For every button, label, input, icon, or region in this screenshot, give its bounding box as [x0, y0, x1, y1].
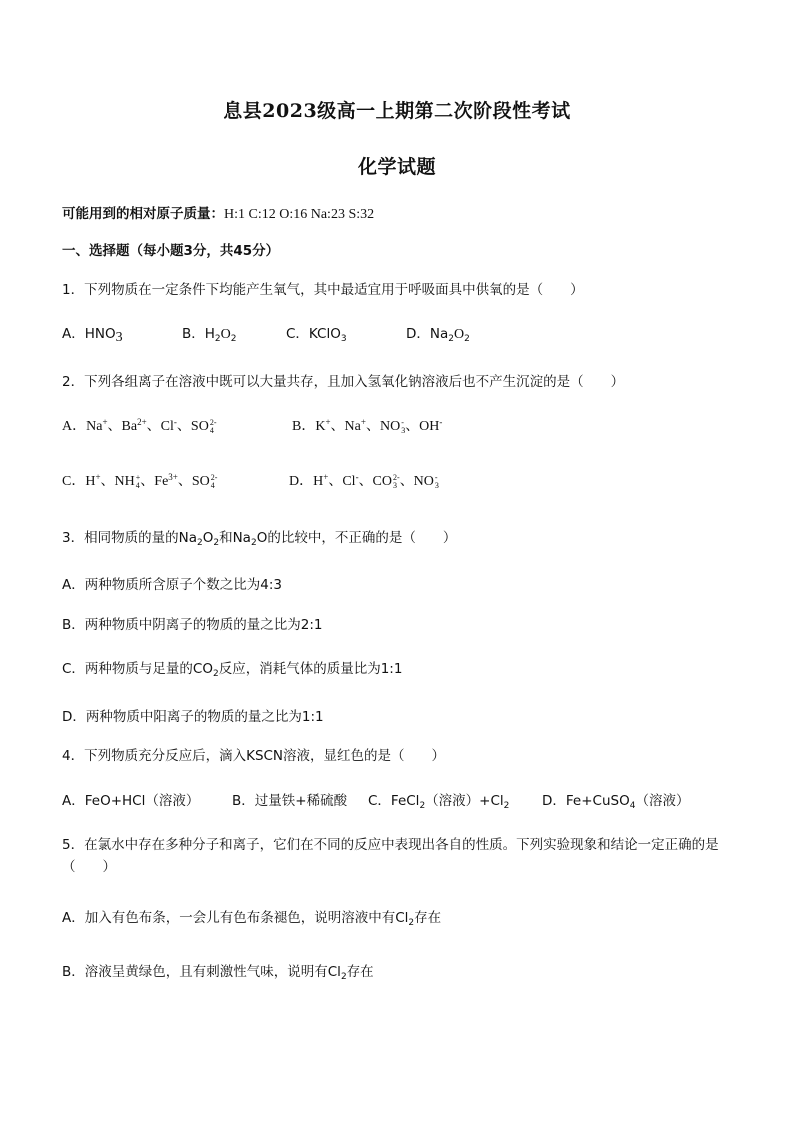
question-4-option-d: D．Fe+CuSO$_4$（溶液）	[542, 793, 690, 811]
question-3-option-c: C．两种物质与足量的$CO_2$反应，消耗气体的质量比为1:1	[62, 661, 403, 679]
atomic-mass-values: H:1 C:12 O:16 Na:23 S:32	[224, 207, 375, 222]
question-5-option-a: A．加入有色布条，一会儿有色布条褪色，说明溶液中有$Cl_2$存在	[62, 910, 442, 928]
question-4-stem: 4．下列物质充分反应后，滴入KSCN溶液，显红色的是（ ）	[62, 748, 446, 764]
question-3-stem: 3．相同物质的量的$Na_2O_2$和$Na_2O$的比较中，不正确的是（ ）	[62, 530, 457, 548]
exam-subtitle: 化学试题	[357, 156, 436, 178]
question-2-option-d: D．H+、Cl-、CO 2- 3 、NO - 3	[289, 472, 439, 490]
question-1-option-d: D．$Na_2O_2$	[406, 326, 470, 344]
exam-title: 息县2023级高一上期第二次阶段性考试	[223, 100, 571, 122]
question-1-stem: 1．下列物质在一定条件下均能产生氧气，其中最适宜用于呼吸面具中供氧的是（ ）	[62, 282, 584, 298]
question-4-option-a: A．FeO+HCl（溶液）	[62, 793, 200, 809]
question-4-option-b: B．过量铁+稀硫酸	[232, 793, 348, 809]
section-heading: 一、选择题（每小题3分，共45分）	[62, 243, 280, 259]
question-3-option-b: B．两种物质中阴离子的物质的量之比为2:1	[62, 617, 323, 633]
question-2-option-b: B．K+、Na+、NO - 3 、OH-	[292, 417, 443, 435]
question-1-option-a: A．$HNO_3$	[62, 326, 123, 345]
question-2-option-c: C．H+、NH + 4 、$Fe^{3+}$、SO 2- 4	[62, 472, 218, 490]
question-4-option-c: C．FeCl$_2$（溶液）$+Cl_2$	[368, 793, 510, 811]
question-1-option-b: B．$H_2O_2$	[182, 326, 237, 344]
question-5-option-b: B．溶液呈黄绿色，且有刺激性气味，说明有$Cl_2$存在	[62, 964, 374, 982]
question-2-stem: 2．下列各组离子在溶液中既可以大量共存，且加入氢氧化钠溶液后也不产生沉淀的是（ ）	[62, 374, 625, 390]
question-1-option-c: C．KClO$_3$	[286, 326, 347, 344]
atomic-mass-line	[62, 202, 374, 223]
atomic-mass-label: 可能用到的相对原子质量：	[62, 206, 224, 222]
question-3-option-a: A．两种物质所含原子个数之比为4:3	[62, 577, 282, 593]
question-5-stem: 5．在氯水中存在多种分子和离子，它们在不同的反应中表现出各自的性质。下列实验现象和结论一定正确的是（ ）	[62, 837, 719, 875]
question-2-option-a: A．Na+、$Ba^{2+}$、Cl-、SO 2- 4	[62, 417, 217, 435]
question-3-option-d: D．两种物质中阳离子的物质的量之比为1:1	[62, 709, 324, 725]
